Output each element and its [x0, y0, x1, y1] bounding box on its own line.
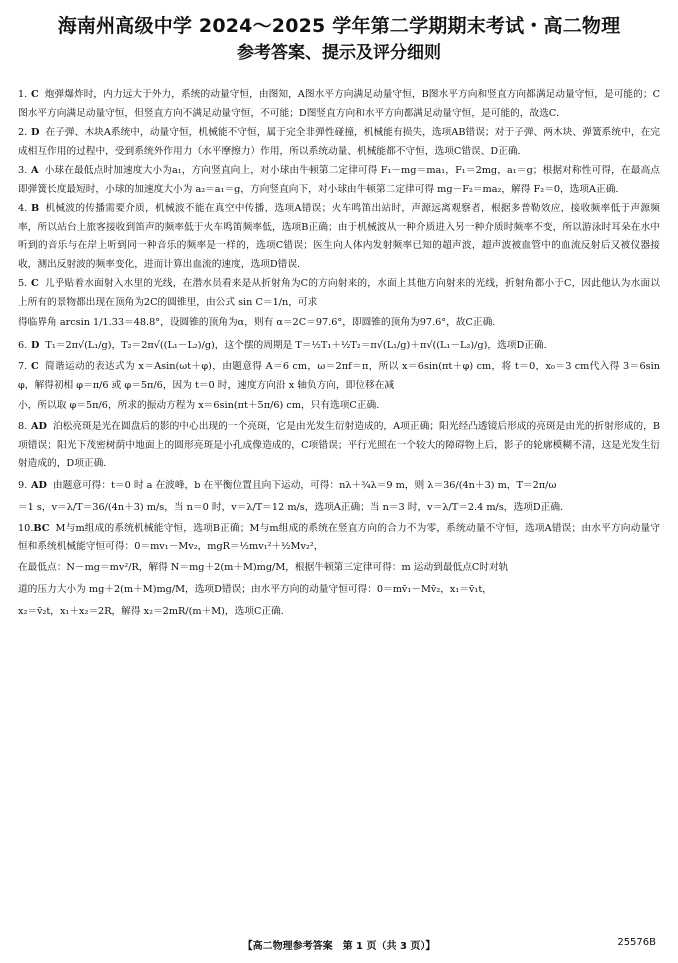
footer-page-info: 【高二物理参考答案 第 1 页（共 3 页）】 [242, 941, 436, 952]
item-number: 9. [18, 479, 28, 491]
answer-list [18, 86, 660, 623]
item-number: 6. [18, 340, 28, 351]
item-number: 2. [18, 127, 28, 138]
item-number: 1. [18, 89, 28, 100]
answer-item [18, 200, 660, 274]
answer-key: D [31, 340, 40, 351]
answer-item [18, 124, 660, 161]
explanation-text: x₂＝v̄₂t，x₁＋x₂＝2R，解得 x₂＝2mR/(m＋M)，选项C正确. [18, 605, 284, 617]
explanation-text: 简谐运动的表达式为 x＝Asin(ωt＋φ)，由题意得 A＝6 cm，ω＝2πf＝π，所以 x＝6sin(πt＋φ) cm，将 t＝0，x₀＝3 cm代入得 3＝6sin φ，解得初相 φ＝π/6 或 φ＝5π/6，因为 t＝0 时，速度方向沿 x 轴负方向，即位移在减 [18, 361, 660, 391]
answer-item [18, 335, 660, 357]
answer-key: C [31, 361, 39, 372]
explanation-text: 泊松亮斑是光在圆盘后的影的中心出现的一个亮斑，它是由光发生衍射造成的，A项正确；阳光经凸透镜后形成的亮斑是由光的折射形成的，B项错误；阳光下茂密树荫中地面上的圆形亮斑是小孔成像造成的，C项错误；平行光照在一个较大的障碍物上后，影子的轮廓模糊不清，这是光发生衍射造成的，D项正确. [18, 421, 660, 469]
explanation-text: 小球在最低点时加速度大小为a₁，方向竖直向上，对小球由牛顿第二定律可得 F₁－mg＝ma₁，F₁＝2mg，a₁＝g；根据对称性可得，在最高点即弹簧长度最短时，小球的加速度大小为 a₂＝a₁＝g，方向竖直向下，对小球由牛顿第二定律可得 mg－F₂＝ma₂，解得 F₂＝0，选项A正确. [18, 165, 660, 195]
explanation-text: 小，所以取 φ＝5π/6，所求的振动方程为 x＝6sin(πt＋5π/6) cm，只有选项C正确. [18, 400, 380, 411]
answer-key: A [31, 165, 39, 176]
explanation-text: 得临界角 arcsin 1/1.33＝48.8°，设圆锥的顶角为α，则有 α＝2C＝97.6°，即圆锥的顶角为97.6°，故C正确. [18, 317, 496, 328]
answer-key: C [31, 89, 39, 100]
answer-key: AD [31, 479, 47, 491]
item-number: 4. [18, 203, 28, 214]
explanation-text: ＝1 s，v＝λ/T＝36/(4n＋3) m/s，当 n＝0 时，v＝λ/T＝12 m/s，选项A正确；当 n＝3 时，v＝λ/T＝2.4 m/s，选项D正确. [18, 501, 564, 513]
answer-item [18, 86, 660, 123]
item-number: 8. [18, 421, 28, 432]
answer-item [18, 520, 660, 623]
explanation-text: 在最低点：N－mg＝mv²/R，解得 N＝mg＋2(m＋M)mg/M，根据牛顿第三定律可得：m 运动到最低点C时对轨 [18, 561, 509, 573]
answer-key: C [31, 278, 39, 289]
answer-key: D [31, 127, 40, 138]
answer-item [18, 418, 660, 474]
page-footer [0, 937, 678, 953]
explanation-text: 由题意可得：t＝0 时 a 在波峰，b 在平衡位置且向下运动，可得：nλ＋¾λ＝9 m，则 λ＝36/(4n＋3) m，T＝2π/ω [52, 479, 557, 491]
page-subtitle: 参考答案、提示及评分细则 [237, 43, 441, 63]
explanation-text: 在子弹、木块A系统中，动量守恒，机械能不守恒，属于完全非弹性碰撞，机械能有损失，选项AB错误；对于子弹、两木块、弹簧系统中，在完成相互作用的过程中，受到系统外作用力（水平摩擦力）作用，所以系统动量、机械能都不守恒，选项C错误、D正确. [18, 127, 660, 157]
explanation-text: T₁＝2π√(L₁/g)，T₂＝2π√((L₁－L₂)/g)，这个摆的周期是 T＝½T₁＋½T₂＝π√(L₁/g)＋π√((L₁－L₂)/g)，选项D正确. [45, 340, 547, 351]
item-number: 7. [18, 361, 28, 372]
answer-item [18, 358, 660, 417]
answer-key: BC [33, 522, 50, 534]
answer-item [18, 275, 660, 334]
answer-key: AD [31, 421, 47, 432]
page-title: 海南州高级中学 2024～2025 学年第二学期期末考试・高二物理 [57, 15, 621, 37]
explanation-text: 儿乎贴着水面射入水里的光线，在潜水员看来是从折射角为C的方向射来的，水面上其他方向射来的光线，折射角都小于C，因此他认为水面以上所有的景物都出现在顶角为2C的圆锥里，由公式 sin C＝1/n，可求 [18, 278, 660, 308]
item-number: 5. [18, 278, 28, 289]
explanation-text: 道的压力大小为 mg＋2(m＋M)mg/M，选项D错误；由水平方向的动量守恒可得：0＝mv̄₁－Mv̄₂，x₁＝v̄₁t， [18, 583, 492, 595]
answer-item [18, 475, 660, 519]
item-number: 3. [18, 165, 28, 176]
explanation-text: M与m组成的系统机械能守恒，选项B正确；M与m组成的系统在竖直方向的合力不为零，系统动量不守恒，选项A错误；由水平方向动量守恒和系统机械能守恒可得：0＝mv₁－Mv₂，mgR＝½mv₁²＋½Mv₂²， [18, 522, 660, 552]
answer-key: B [31, 203, 40, 214]
explanation-text: 炮弹爆炸时，内力远大于外力，系统的动量守恒，由图知，A图水平方向满足动量守恒，B图水平方向和竖直方向都满足动量守恒，是可能的；C图水平方向满足动量守恒，但竖直方向不满足动量守恒，不可能；D图竖直方向和水平方向都满足动量守恒，是可能的，故选C. [18, 89, 660, 119]
item-number: 10. [18, 522, 34, 534]
footer-code: 25576B [617, 937, 656, 948]
answer-item [18, 162, 660, 199]
explanation-text: 机械波的传播需要介质，机械波不能在真空中传播，选项A错误；火车鸣笛出站时，声源远离观察者，根据多普勒效应，接收频率低于声源频率，所以站台上旅客接收到笛声的频率低于火车鸣笛频率低，选项B正确；由于机械波从一种介质进入另一种介质时频率不变，所以游泳时耳朵在水中听到的音乐与在岸上听到同一种音乐的频率是一样的，选项C错误；医生向人体内发射频率已知的超声波，超声波被血管中的血流反射后又被仪器接收，测出反射波的频率变化，进而计算出血流的速度，选项D错误. [18, 203, 660, 270]
